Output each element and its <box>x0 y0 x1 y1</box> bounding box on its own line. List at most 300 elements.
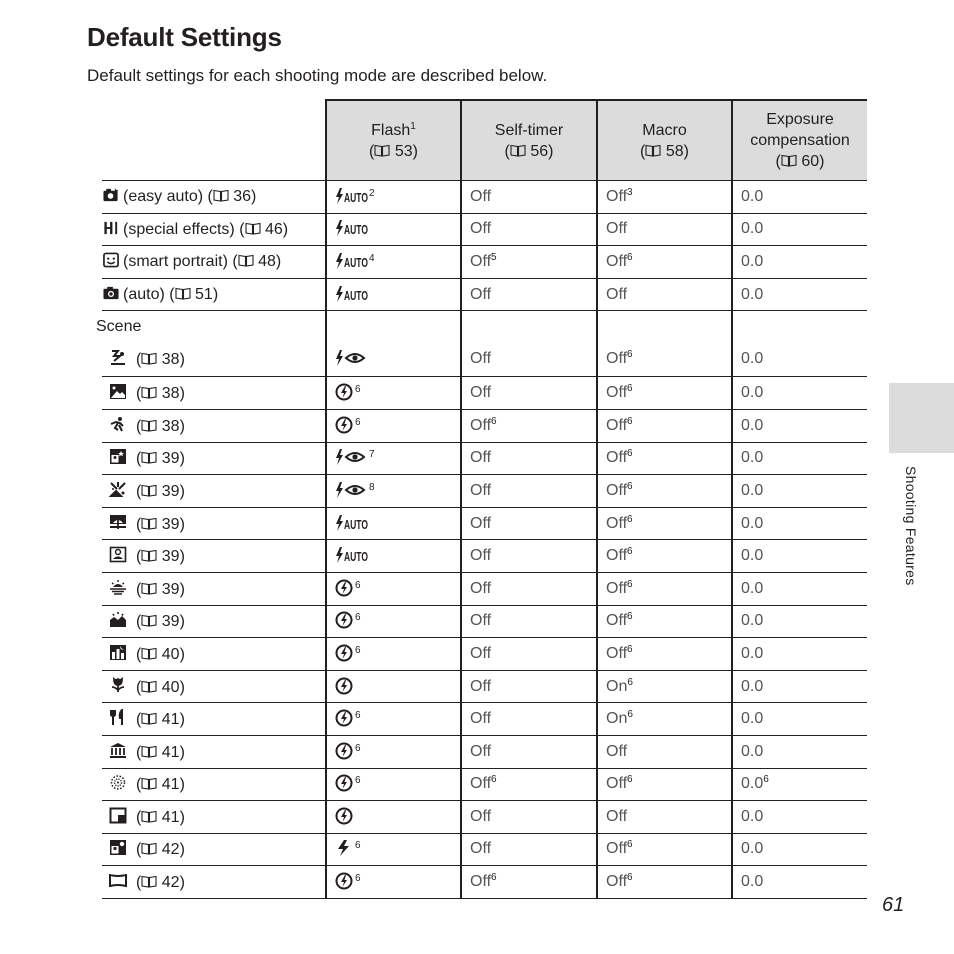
flash-cell <box>326 507 461 540</box>
flash-red-eye-icon <box>335 349 369 367</box>
footnote-mark: 6 <box>355 579 361 591</box>
scene-row <box>102 572 867 605</box>
exposure-cell-value: 0.0 <box>741 285 764 303</box>
self-timer-cell <box>461 638 597 671</box>
exposure-cell <box>732 703 867 736</box>
self-timer-cell <box>461 670 597 703</box>
scene-cell <box>102 703 326 736</box>
exposure-cell <box>732 638 867 671</box>
macro-cell-value: Off <box>606 384 628 402</box>
header-exposure-ref: 60 <box>801 153 820 170</box>
flash-off-icon <box>335 611 355 629</box>
flash-off-icon <box>335 677 355 695</box>
footnote-mark: 6 <box>491 872 497 884</box>
beach-scene-icon <box>109 514 127 531</box>
mode-row <box>102 181 867 214</box>
flash-cell <box>326 213 461 246</box>
macro-cell <box>597 475 732 508</box>
header-macro: Macro ( 58) <box>597 100 732 181</box>
macro-cell <box>597 278 732 311</box>
footnote-mark: 6 <box>355 644 361 656</box>
macro-cell <box>597 801 732 834</box>
footnote-mark: 3 <box>627 186 633 198</box>
scene-ref: ( 41) <box>136 776 185 794</box>
macro-cell-value: Off <box>606 873 628 891</box>
exposure-cell <box>732 213 867 246</box>
self-timer-cell-value: Off <box>470 579 492 597</box>
footnote-mark: 6 <box>763 774 769 786</box>
camera-icon <box>102 285 120 301</box>
scene-row <box>102 833 867 866</box>
scene-row <box>102 540 867 573</box>
self-timer-cell <box>461 278 597 311</box>
mode-label: (smart portrait) ( 48) <box>123 253 282 271</box>
scene-ref: ( 38) <box>136 385 185 403</box>
scene-row <box>102 735 867 768</box>
exposure-cell <box>732 442 867 475</box>
flash-off-icon <box>335 774 355 792</box>
footnote-mark: 6 <box>627 349 633 361</box>
header-flash-ref: 53 <box>394 142 413 160</box>
exposure-cell-value: 0.0 <box>741 840 764 858</box>
exposure-cell <box>732 409 867 442</box>
flash-off-icon <box>335 579 355 597</box>
macro-cell-value: Off <box>606 220 628 238</box>
book-icon <box>645 144 661 157</box>
museum-scene-icon <box>109 742 127 759</box>
exposure-cell <box>732 475 867 508</box>
flash-cell <box>326 768 461 801</box>
self-timer-cell <box>461 833 597 866</box>
close-up-scene-icon <box>109 677 127 694</box>
macro-cell <box>597 507 732 540</box>
book-icon <box>213 189 229 202</box>
scene-ref: ( 41) <box>136 711 185 729</box>
macro-cell <box>597 833 732 866</box>
macro-cell <box>597 768 732 801</box>
scene-ref: ( 38) <box>136 417 185 435</box>
exposure-cell-value: 0.0 <box>741 807 764 825</box>
exposure-cell <box>732 801 867 834</box>
exposure-cell <box>732 278 867 311</box>
exposure-cell <box>732 181 867 214</box>
scene-ref: ( 39) <box>136 482 185 500</box>
exposure-cell-value: 0.0 <box>741 350 764 368</box>
exposure-cell <box>732 507 867 540</box>
flash-off-icon <box>335 742 355 760</box>
exposure-cell-value: 0.0 <box>741 644 764 662</box>
scene-ref: ( 38) <box>136 351 185 369</box>
self-timer-cell-value: Off <box>470 481 492 499</box>
footnote-mark: 6 <box>355 873 361 885</box>
self-timer-cell-value: Off <box>470 644 492 662</box>
macro-cell-value: Off <box>606 807 628 825</box>
scene-row <box>102 670 867 703</box>
exposure-cell <box>732 866 867 899</box>
scene-cell <box>102 735 326 768</box>
exposure-cell-value: 0.0 <box>741 710 764 728</box>
scene-ref: ( 41) <box>136 743 185 761</box>
footnote-mark: 4 <box>369 252 375 264</box>
macro-cell-value: Off <box>606 449 628 467</box>
scene-ref: ( 39) <box>136 548 185 566</box>
self-timer-cell-value: Off <box>470 187 492 205</box>
book-icon <box>141 386 157 399</box>
book-icon <box>141 777 157 790</box>
self-timer-cell-value: Off <box>470 742 492 760</box>
black-white-copy-scene-icon <box>109 807 127 824</box>
self-timer-cell <box>461 540 597 573</box>
book-icon <box>141 745 157 758</box>
scene-cell <box>102 572 326 605</box>
self-timer-cell <box>461 507 597 540</box>
snow-scene-icon <box>109 546 127 563</box>
self-timer-cell <box>461 442 597 475</box>
flash-cell <box>326 278 461 311</box>
scene-cell <box>102 442 326 475</box>
flash-auto-icon <box>335 546 369 564</box>
page-title: Default Settings <box>87 22 282 52</box>
header-flash: Flash$^1$ ( 53) <box>326 100 461 181</box>
header-exposure-label-1: Exposure <box>766 111 834 128</box>
macro-cell-value: Off <box>606 481 628 499</box>
self-timer-cell-value: Off <box>470 449 492 467</box>
header-exposure: Exposure compensation ( 60) <box>732 100 867 181</box>
exposure-cell <box>732 572 867 605</box>
self-timer-cell <box>461 605 597 638</box>
footnote-mark: 6 <box>355 384 361 396</box>
macro-cell <box>597 409 732 442</box>
macro-cell-value: Off <box>606 579 628 597</box>
self-timer-cell <box>461 768 597 801</box>
exposure-cell-value: 0.0 <box>741 579 764 597</box>
macro-cell <box>597 670 732 703</box>
scene-label-cell <box>96 311 326 343</box>
footnote-mark: 6 <box>355 612 361 624</box>
header-blank-cell <box>102 100 326 181</box>
scene-cell <box>102 377 326 410</box>
footnote-mark: 6 <box>627 709 633 721</box>
scene-cell <box>102 475 326 508</box>
book-icon <box>141 712 157 725</box>
scene-ref: ( 39) <box>136 580 185 598</box>
macro-cell <box>597 246 732 279</box>
self-timer-cell-value: Off <box>470 384 492 402</box>
self-timer-cell <box>461 475 597 508</box>
scene-cell <box>102 638 326 671</box>
exposure-cell-value: 0.0 <box>741 481 764 499</box>
flash-cell <box>326 246 461 279</box>
footnote-mark: 6 <box>627 578 633 590</box>
scene-ref: ( 39) <box>136 613 185 631</box>
portrait-scene-icon <box>109 349 127 366</box>
flash-cell <box>326 181 461 214</box>
mode-row <box>102 246 867 279</box>
book-icon <box>141 451 157 464</box>
footnote-mark: 2 <box>369 187 375 199</box>
flash-off-icon <box>335 416 355 434</box>
scene-cell <box>102 540 326 573</box>
macro-cell <box>597 572 732 605</box>
self-timer-cell <box>461 213 597 246</box>
svg-text:AUTO: AUTO <box>344 189 368 205</box>
macro-cell <box>597 735 732 768</box>
header-self-timer-ref: 56 <box>530 142 549 160</box>
scene-cell <box>102 801 326 834</box>
book-icon <box>374 144 390 157</box>
footnote-mark: 6 <box>627 251 633 263</box>
fireworks-scene-icon <box>109 774 127 791</box>
mode-row <box>102 278 867 311</box>
exposure-cell-value: 0.0 <box>741 547 764 565</box>
scene-cell <box>102 866 326 899</box>
scene-cell <box>102 670 326 703</box>
book-icon <box>141 810 157 823</box>
flash-off-icon <box>335 644 355 662</box>
scene-row <box>102 377 867 410</box>
footnote-mark: 6 <box>627 676 633 688</box>
flash-off-icon <box>335 383 355 401</box>
flash-auto-icon <box>335 285 369 303</box>
exposure-cell-value: 0.0 <box>741 220 764 238</box>
self-timer-cell-value: Off <box>470 840 492 858</box>
flash-cell <box>326 801 461 834</box>
book-icon <box>141 352 157 365</box>
header-self-timer-label: Self-timer <box>494 121 564 139</box>
footnote-mark: 6 <box>627 839 633 851</box>
exposure-cell-value: 0.0 <box>741 677 764 695</box>
footnote-mark: 7 <box>369 449 375 461</box>
footnote-mark: 6 <box>627 448 633 460</box>
flash-auto-icon <box>335 219 369 237</box>
macro-cell <box>597 377 732 410</box>
book-icon <box>141 517 157 530</box>
header-macro-ref: 58 <box>665 142 684 160</box>
scene-row <box>102 442 867 475</box>
macro-cell <box>597 213 732 246</box>
book-icon <box>238 254 254 267</box>
flash-cell <box>326 703 461 736</box>
book-icon <box>141 875 157 888</box>
exposure-cell <box>732 540 867 573</box>
scene-row <box>102 475 867 508</box>
book-icon <box>141 419 157 432</box>
scene-row <box>102 703 867 736</box>
footnote-mark: 6 <box>627 774 633 786</box>
flash-cell <box>326 475 461 508</box>
exposure-cell-value: 0.0 <box>741 873 764 891</box>
exposure-cell-value: 0.0 <box>741 449 764 467</box>
night-landscape-scene-icon <box>109 644 127 661</box>
self-timer-cell-value: Off <box>470 252 492 270</box>
exposure-cell <box>732 342 867 377</box>
easy-auto-icon <box>102 187 120 203</box>
macro-cell-value: Off <box>606 775 628 793</box>
flash-cell <box>326 670 461 703</box>
mode-cell <box>102 278 326 311</box>
exposure-cell-value: 0.0 <box>741 384 764 402</box>
flash-cell <box>326 342 461 377</box>
table-header-row <box>102 100 867 181</box>
macro-cell <box>597 638 732 671</box>
exposure-cell <box>732 605 867 638</box>
self-timer-cell <box>461 735 597 768</box>
flash-cell <box>326 442 461 475</box>
flash-auto-icon <box>335 252 369 270</box>
flash-auto-icon <box>335 514 369 532</box>
page-subtitle: Default settings for each shooting mode are described below. <box>87 66 548 85</box>
scene-row <box>102 342 867 377</box>
self-timer-cell-value: Off <box>470 873 492 891</box>
mode-label: (special effects) ( 46) <box>123 220 289 238</box>
svg-text:AUTO: AUTO <box>344 287 368 303</box>
flash-fill-icon <box>335 839 355 857</box>
night-portrait-scene-icon <box>109 448 127 465</box>
book-icon <box>141 842 157 855</box>
macro-cell <box>597 866 732 899</box>
svg-text:AUTO: AUTO <box>344 254 368 270</box>
macro-cell <box>597 342 732 377</box>
scene-ref: ( 41) <box>136 808 185 826</box>
page-number: 61 <box>882 894 905 916</box>
book-icon <box>510 144 526 157</box>
self-timer-cell <box>461 342 597 377</box>
macro-cell-value: Off <box>606 742 628 760</box>
exposure-cell-value: 0.0 <box>741 252 764 270</box>
exposure-cell-value: 0.0 <box>741 187 764 205</box>
scene-row <box>102 801 867 834</box>
self-timer-cell-value: Off <box>470 285 492 303</box>
flash-off-icon <box>335 709 355 727</box>
macro-cell-value: Off <box>606 350 628 368</box>
chapter-tab <box>889 383 954 453</box>
scene-row <box>102 866 867 899</box>
scene-cell <box>102 833 326 866</box>
sports-scene-icon <box>109 416 127 433</box>
footnote-mark: 6 <box>627 415 633 427</box>
scene-cell <box>102 605 326 638</box>
chapter-label: Shooting Features <box>903 466 919 586</box>
self-timer-cell <box>461 181 597 214</box>
panorama-scene-icon <box>109 872 127 889</box>
self-timer-cell-value: Off <box>470 677 492 695</box>
flash-cell <box>326 866 461 899</box>
macro-cell-value: Off <box>606 514 628 532</box>
self-timer-cell <box>461 246 597 279</box>
dusk-dawn-scene-icon <box>109 611 127 628</box>
macro-cell <box>597 703 732 736</box>
scene-row <box>102 507 867 540</box>
book-icon <box>175 287 191 300</box>
scene-label: Scene <box>96 317 142 335</box>
self-timer-cell <box>461 703 597 736</box>
book-icon <box>141 582 157 595</box>
book-icon <box>141 614 157 627</box>
book-icon <box>141 647 157 660</box>
header-macro-label: Macro <box>642 121 687 139</box>
macro-cell <box>597 605 732 638</box>
exposure-cell-value: 0.0 <box>741 416 764 434</box>
scene-ref: ( 40) <box>136 678 185 696</box>
landscape-scene-icon <box>109 383 127 400</box>
book-icon <box>141 484 157 497</box>
flash-auto-icon <box>335 187 369 205</box>
exposure-cell <box>732 377 867 410</box>
footnote-mark: 1 <box>410 120 416 132</box>
mode-row <box>102 213 867 246</box>
exposure-cell-value: 0.0 <box>741 612 764 630</box>
flash-cell <box>326 572 461 605</box>
flash-red-eye-icon <box>335 481 369 499</box>
flash-cell <box>326 540 461 573</box>
macro-cell-value: Off <box>606 187 628 205</box>
mode-cell <box>102 213 326 246</box>
footnote-mark: 6 <box>491 415 497 427</box>
flash-red-eye-icon <box>335 448 369 466</box>
footnote-mark: 8 <box>369 481 375 493</box>
exposure-cell-value: 0.0 <box>741 514 764 532</box>
food-scene-icon <box>109 709 127 726</box>
footnote-mark: 6 <box>627 872 633 884</box>
macro-cell <box>597 442 732 475</box>
self-timer-cell-value: Off <box>470 775 492 793</box>
flash-cell <box>326 833 461 866</box>
macro-cell-value: On <box>606 677 628 695</box>
macro-cell-value: Off <box>606 252 628 270</box>
footnote-mark: 6 <box>627 513 633 525</box>
special-effects-icon <box>102 220 120 236</box>
flash-cell <box>326 409 461 442</box>
footnote-mark: 6 <box>491 774 497 786</box>
scene-ref: ( 42) <box>136 841 185 859</box>
self-timer-cell-value: Off <box>470 547 492 565</box>
flash-off-icon <box>335 807 355 825</box>
smart-portrait-icon <box>102 252 120 268</box>
self-timer-cell-value: Off <box>470 220 492 238</box>
self-timer-cell-value: Off <box>470 514 492 532</box>
self-timer-cell-value: Off <box>470 350 492 368</box>
self-timer-cell-value: Off <box>470 416 492 434</box>
footnote-mark: 6 <box>355 840 361 852</box>
macro-cell-value: Off <box>606 416 628 434</box>
footnote-mark: 6 <box>355 775 361 787</box>
self-timer-cell <box>461 409 597 442</box>
footnote-mark: 6 <box>355 742 361 754</box>
mode-label: (easy auto) ( 36) <box>123 188 257 206</box>
scene-cell <box>102 507 326 540</box>
svg-text:AUTO: AUTO <box>344 516 368 532</box>
sunset-scene-icon <box>109 579 127 596</box>
macro-cell-value: Off <box>606 840 628 858</box>
scene-row <box>102 605 867 638</box>
self-timer-cell <box>461 866 597 899</box>
scene-cell <box>102 768 326 801</box>
scene-ref: ( 39) <box>136 450 185 468</box>
book-icon <box>141 680 157 693</box>
footnote-mark: 6 <box>627 643 633 655</box>
exposure-cell <box>732 670 867 703</box>
self-timer-cell <box>461 801 597 834</box>
scene-ref: ( 39) <box>136 515 185 533</box>
scene-ref: ( 42) <box>136 874 185 892</box>
book-icon <box>245 222 261 235</box>
mode-cell <box>102 181 326 214</box>
scene-cell <box>102 409 326 442</box>
book-icon <box>141 549 157 562</box>
scene-cell <box>102 342 326 377</box>
scene-ref: ( 40) <box>136 645 185 663</box>
macro-cell <box>597 181 732 214</box>
